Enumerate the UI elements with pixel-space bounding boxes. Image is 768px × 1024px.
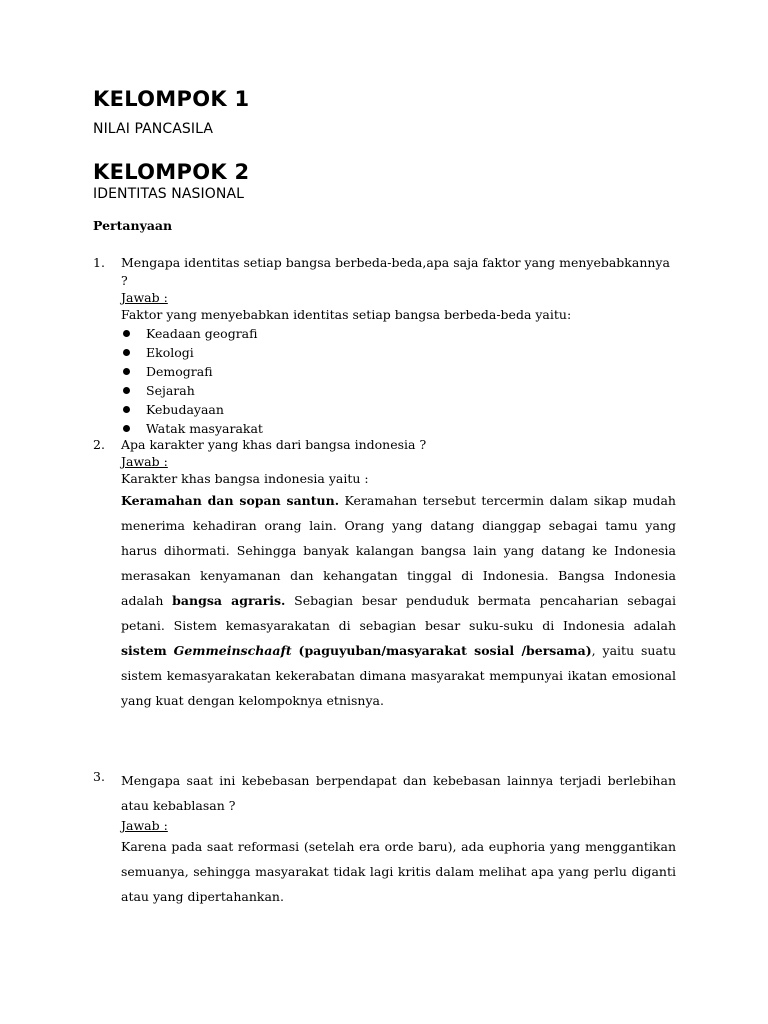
question-2-number: 2. — [93, 437, 105, 452]
factor-label: Watak masyarakat — [146, 421, 263, 436]
list-item — [121, 343, 676, 362]
bullet-icon — [123, 368, 130, 375]
bullet-icon — [123, 349, 130, 356]
bullet-icon — [123, 406, 130, 413]
section-label-questions: Pertanyaan — [93, 218, 173, 233]
factor-label: Ekologi — [146, 345, 194, 360]
group-2-title: KELOMPOK 2 — [93, 160, 250, 184]
factor-list — [121, 324, 676, 438]
factor-label: Keadaan geografi — [146, 326, 258, 341]
answer-text: Keramahan tersebut tercermin dalam sikap mudah menerima kehadiran orang lain. Orang yang datang dianggap sebagai tamu yang harus dihormati. Sehingga banyak kalangan bangsa lain yang datang ke Indonesia merasakan kenyamanan dan kehangatan tinggal di Indonesia. Bangsa Indonesia adalah — [121, 493, 676, 608]
italic-term: Gemmeinschaaft — [173, 643, 292, 658]
bold-phrase: sistem — [121, 643, 167, 658]
factor-label: Kebudayaan — [146, 402, 224, 417]
list-item — [121, 362, 676, 381]
question-3-text: Mengapa saat ini kebebasan berpendapat dan kebebasan lainnya terjadi berlebihan atau kebablasan ? — [121, 773, 676, 813]
list-item — [121, 324, 676, 343]
question-1-text: Mengapa identitas setiap bangsa berbeda-beda,apa saja faktor yang menyebabkannya ? — [121, 255, 670, 288]
group-1-subtitle: NILAI PANCASILA — [93, 121, 214, 137]
question-1 — [93, 254, 676, 438]
group-2-subtitle: IDENTITAS NASIONAL — [93, 186, 245, 202]
answer-text: , yaitu suatu sistem kemasyarakatan kekerabatan dimana masyarakat mempunyai ikatan emosional yang kuat dengan kelompoknya etnisnya. — [121, 643, 676, 708]
question-2-answer-paragraph — [121, 488, 676, 713]
bullet-icon — [123, 330, 130, 337]
question-1-number: 1. — [93, 255, 105, 270]
question-2-text: Apa karakter yang khas dari bangsa indonesia ? — [121, 437, 427, 452]
bold-phrase: bangsa agraris. — [172, 593, 286, 608]
question-2-answer-intro: Karakter khas bangsa indonesia yaitu : — [121, 471, 369, 486]
question-3-jawab-label: Jawab : — [121, 818, 168, 833]
group-1-title: KELOMPOK 1 — [93, 87, 250, 111]
question-1-jawab-label: Jawab : — [121, 290, 168, 305]
question-3 — [93, 768, 676, 909]
question-2 — [93, 436, 676, 713]
bullet-icon — [123, 387, 130, 394]
question-1-answer-intro: Faktor yang menyebabkan identitas setiap bangsa berbeda-beda yaitu: — [121, 307, 572, 322]
factor-label: Demografi — [146, 364, 213, 379]
question-2-jawab-label: Jawab : — [121, 454, 168, 469]
question-3-number: 3. — [93, 769, 105, 784]
answer-text: Sebagian besar penduduk bermata pencaharian sebagai petani. Sistem kemasyarakatan di sebagian besar suku-suku di Indonesia adalah — [121, 593, 676, 633]
list-item — [121, 381, 676, 400]
bullet-icon — [123, 425, 130, 432]
question-3-answer-paragraph: Karena pada saat reformasi (setelah era orde baru), ada euphoria yang menggantikan semuanya, sehingga masyarakat tidak lagi kritis dalam melihat apa yang perlu diganti atau yang dipertahankan. — [121, 839, 676, 904]
bold-phrase: (paguyuban/masyarakat sosial /bersama) — [298, 643, 592, 658]
factor-label: Sejarah — [146, 383, 195, 398]
list-item — [121, 400, 676, 419]
bold-phrase: Keramahan dan sopan santun. — [121, 493, 340, 508]
